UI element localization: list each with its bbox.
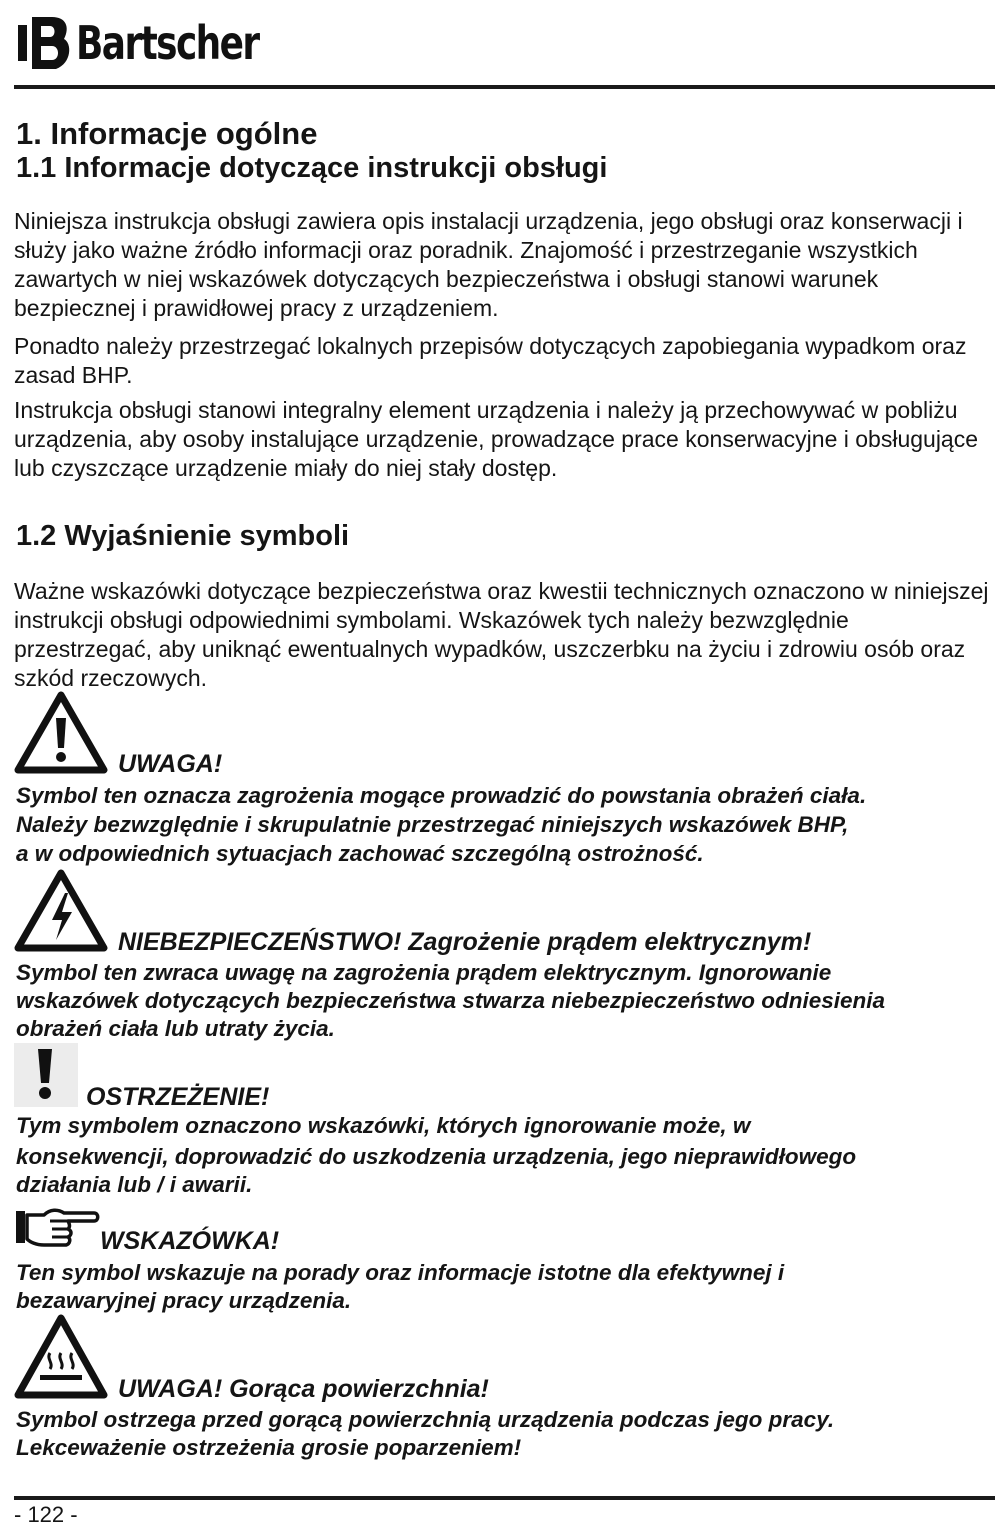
header-rule <box>14 85 995 89</box>
symbol-heading-caution: OSTRZEŻENIE! <box>86 1083 270 1111</box>
symbol-desc-caution-line-1: Tym symbolem oznaczono wskazówki, których ignorowanie może, w <box>16 1113 751 1138</box>
subsection-title-1-2: 1.2 Wyjaśnienie symboli <box>16 520 350 552</box>
symbol-desc-warning-line-3: a w odpowiednich sytuacjach zachować szczególną ostrożność. <box>16 841 704 866</box>
section-title: 1. Informacje ogólne <box>16 116 318 151</box>
symbol-desc-caution-line-3: działania lub / i awarii. <box>16 1172 253 1197</box>
symbol-heading-warning: UWAGA! <box>118 750 223 778</box>
symbol-desc-electric-line-3: obrażeń ciała lub utraty życia. <box>16 1016 335 1041</box>
symbol-desc-electric-line-1: Symbol ten zwraca uwagę na zagrożenia prądem elektrycznym. Ignorowanie <box>16 960 832 985</box>
paragraph-symbols-intro: Ważne wskazówki dotyczące bezpieczeństwa oraz kwestii technicznych oznaczono w niniejszej instrukcji obsługi odpowiednimi symbolami. Wskazówek tych należy bezwzględnie przestrzegać, aby uniknąć ewentualnych wypadków, uszczerbku na życiu i zdrowiu osób oraz szkód rzeczowych. <box>14 578 989 691</box>
footer-rule <box>14 1496 995 1500</box>
page-number: - 122 - <box>14 1502 78 1527</box>
symbol-heading-electric: NIEBEZPIECZEŃSTWO! Zagrożenie prądem elektrycznym! <box>118 928 812 956</box>
symbol-heading-hot-surface: UWAGA! Gorąca powierzchnia! <box>118 1375 489 1403</box>
paragraph-intro: Niniejsza instrukcja obsługi zawiera opis instalacji urządzenia, jego obsługi oraz konserwacji i służy jako ważne źródło informacji oraz poradnik. Znajomość i przestrzeganie wszystkich zawartych w niej wskazówek dotyczących bezpieczeństwa i obsługi stanowi warunek bezpiecznej i prawidłowej pracy z urządzeniem. <box>14 208 963 321</box>
symbol-desc-warning-line-1: Symbol ten oznacza zagrożenia mogące prowadzić do powstania obrażeń ciała. <box>16 783 867 808</box>
symbol-desc-hint-line-1: Ten symbol wskazuje na porady oraz informacje istotne dla efektywnej i <box>16 1260 785 1285</box>
hot-surface-icon <box>14 1313 108 1401</box>
symbol-desc-hot-surface-line-1: Symbol ostrzega przed gorącą powierzchnią urządzenia podczas jego pracy. <box>16 1407 835 1432</box>
symbol-desc-electric-line-2: wskazówek dotyczących bezpieczeństwa stwarza niebezpieczeństwo odniesienia <box>16 988 886 1013</box>
brand-logo-mark-icon <box>16 11 74 75</box>
symbol-desc-caution-line-2: konsekwencji, doprowadzić do uszkodzenia urządzenia, jego nieprawidłowego <box>16 1144 857 1169</box>
electric-hazard-icon <box>14 868 108 952</box>
subsection-title-1-1: 1.1 Informacje dotyczące instrukcji obsługi <box>16 152 608 184</box>
symbol-desc-hot-surface-line-2: Lekceważenie ostrzeżenia grosie poparzeniem! <box>16 1435 522 1460</box>
brand-logo-text: Bartscher <box>76 16 259 70</box>
paragraph-bhp: Ponadto należy przestrzegać lokalnych przepisów dotyczących zapobiegania wypadkom oraz zasad BHP. <box>14 333 967 388</box>
paragraph-storage: Instrukcja obsługi stanowi integralny element urządzenia i należy ją przechowywać w pobliżu urządzenia, aby osoby instalujące urządzenie, prowadzące prace konserwacyjne i obsługujące lub czyszczące urządzenie miały do niej stały dostęp. <box>14 397 979 481</box>
pointing-hand-icon <box>14 1205 100 1251</box>
symbol-desc-hint-line-2: bezawaryjnej pracy urządzenia. <box>16 1288 352 1313</box>
brand-logo <box>16 8 310 78</box>
symbol-desc-warning-line-2: Należy bezwzględnie i skrupulatnie przestrzegać niniejszych wskazówek BHP, <box>16 812 849 837</box>
symbol-heading-hint: WSKAZÓWKA! <box>100 1227 280 1255</box>
exclamation-icon <box>14 1043 78 1107</box>
warning-triangle-icon <box>14 690 108 774</box>
